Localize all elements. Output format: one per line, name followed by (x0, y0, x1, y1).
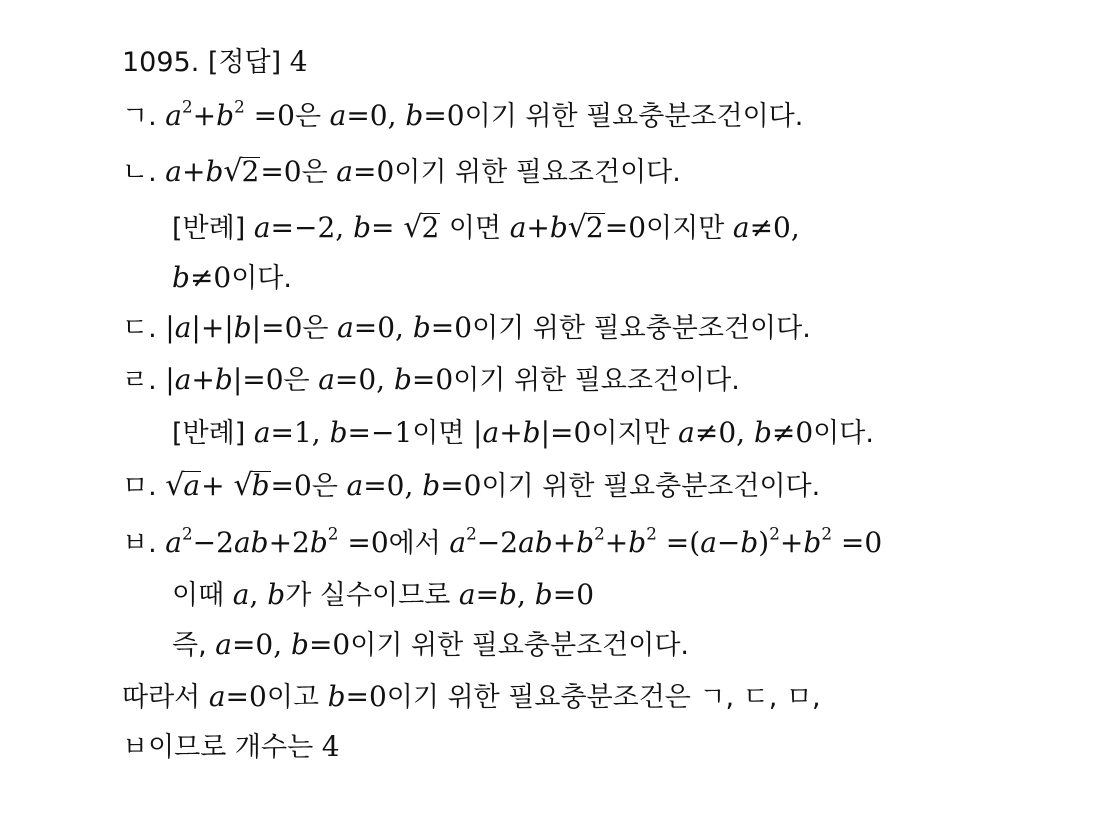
item-math: √a+ √b=0 (165, 468, 312, 503)
item-marker: ㄴ. (122, 157, 157, 188)
item-math: |a+b|=0 (165, 363, 284, 396)
counterexample-nieun: [반례] a=−2, b= √2 이면 a+b√2=0이지만 a≠0, (172, 210, 800, 245)
answer-header (122, 42, 308, 82)
bieup-conclusion: 즉, a=0, b=0이기 위한 필요충분조건이다. (172, 628, 689, 661)
item-math: $a^2-2ab+2b^2 =0$ (165, 523, 389, 559)
item-math: |a|+|b|=0 (165, 311, 303, 344)
item-marker: ㅂ. (122, 528, 157, 559)
counterexample-rieul: [반례] a=1, b=−1이면 |a+b|=0이지만 a≠0, b≠0이다. (172, 416, 874, 449)
item-marker: ㅁ. (122, 471, 157, 502)
problem-label: 1095. [정답] (122, 47, 282, 78)
final-count: ㅂ이므로 개수는 4 (122, 730, 340, 763)
counterexample-nieun-cont: b≠0이다. (172, 261, 292, 294)
item-giyeok: ㄱ. $a^2+b^2 =0$은 a=0, b=0이기 위한 필요충분조건이다. (122, 96, 804, 132)
item-marker: ㄷ. (122, 313, 157, 344)
item-math: $a^2+b^2 =0$ (165, 96, 295, 132)
item-math: a+b√2=0 (165, 154, 302, 189)
answer-value: 4 (289, 45, 308, 78)
final-conclusion: 따라서 a=0이고 b=0이기 위한 필요충분조건은 ㄱ, ㄷ, ㅁ, (122, 680, 821, 713)
item-marker: ㄱ. (122, 101, 157, 132)
item-mieum: ㅁ. √a+ √b=0은 a=0, b=0이기 위한 필요충분조건이다. (122, 468, 821, 503)
item-digeut: ㄷ. |a|+|b|=0은 a=0, b=0이기 위한 필요충분조건이다. (122, 311, 811, 344)
bieup-reasoning: 이때 a, b가 실수이므로 a=b, b=0 (172, 578, 595, 611)
item-marker: ㄹ. (122, 365, 157, 396)
item-rieul: ㄹ. |a+b|=0은 a=0, b=0이기 위한 필요조건이다. (122, 363, 740, 396)
item-bieup: ㅂ. $a^2-2ab+2b^2 =0$에서 $a^2-2ab+b^2+b^2 =(a-b)^2+b^2 =0$ (122, 523, 883, 559)
item-nieun: ㄴ. a+b√2=0은 a=0이기 위한 필요조건이다. (122, 154, 681, 189)
